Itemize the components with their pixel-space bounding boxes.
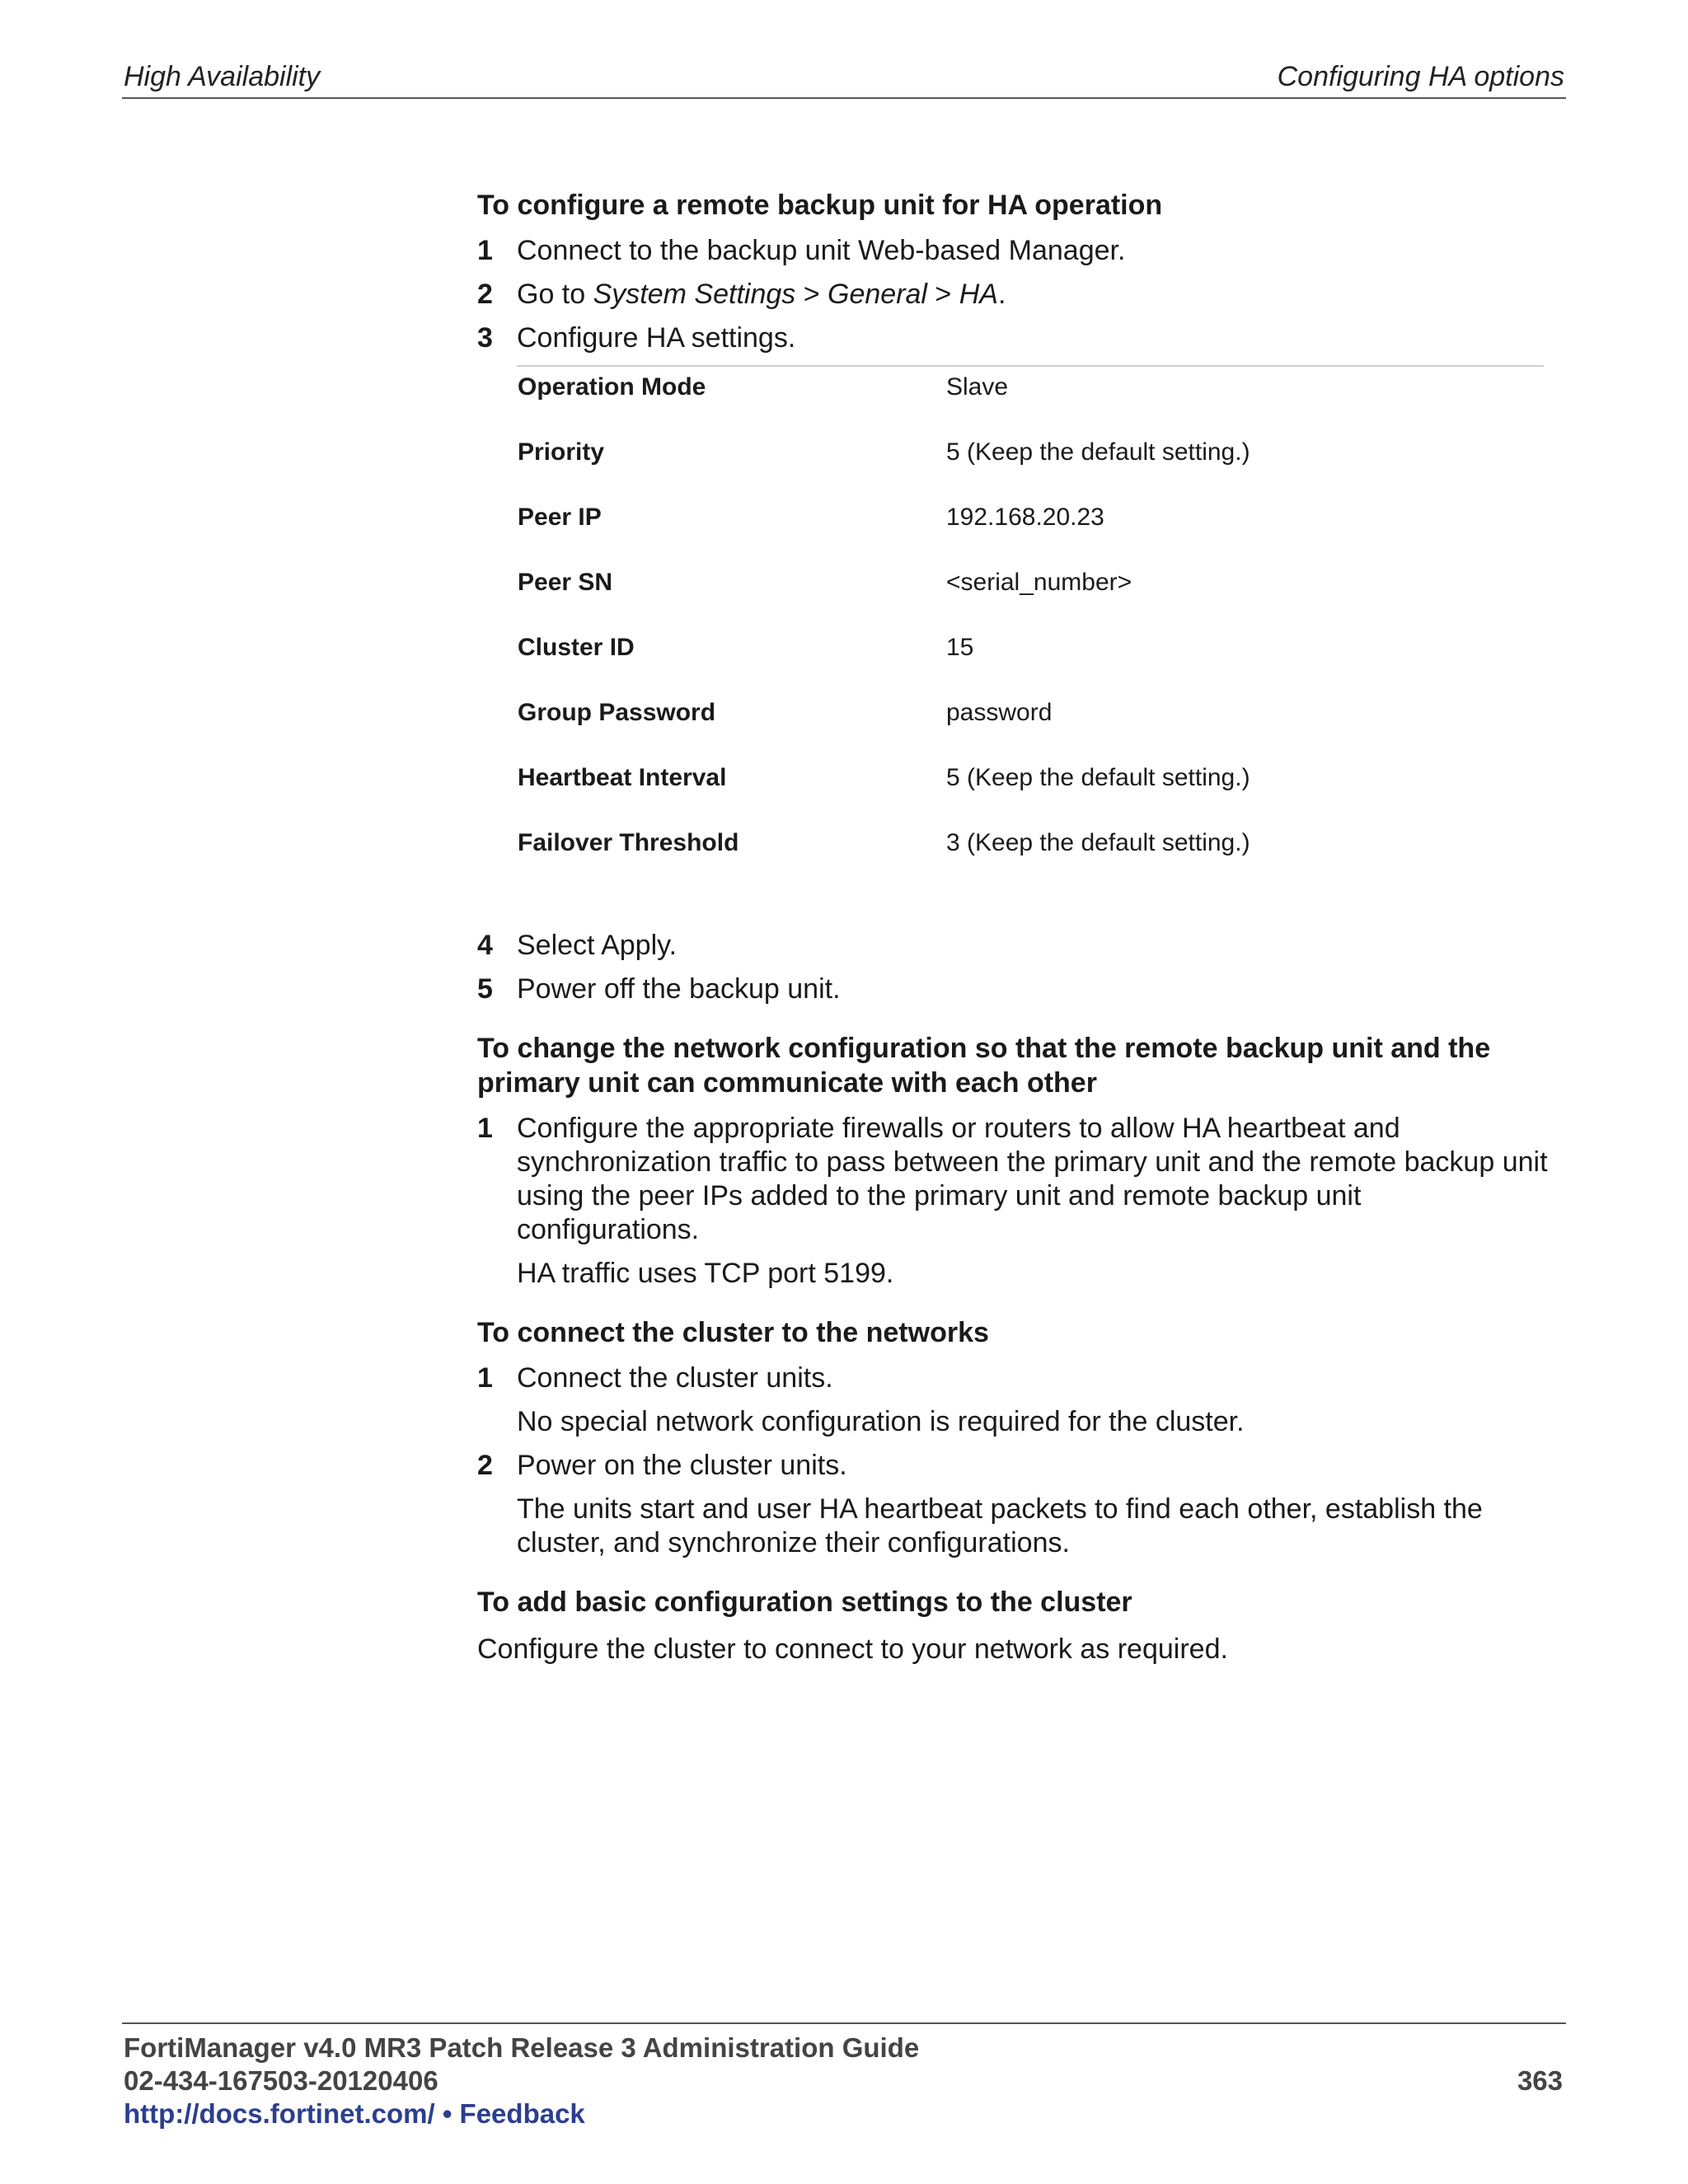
section-heading-network-config: To change the network configuration so that the remote backup unit and the primary unit can communicate with each other (477, 1033, 1491, 1099)
step-connect-units (477, 1361, 1549, 1395)
table-row (517, 692, 1544, 757)
footer-links (124, 2098, 585, 2130)
step-note: No special network configuration is required for the cluster. (517, 1406, 1245, 1437)
step-text-prefix: Go to (517, 279, 593, 310)
step-number: 2 (477, 279, 493, 310)
header-rule (122, 97, 1566, 99)
setting-name: Group Password (518, 699, 716, 726)
footer-rule (122, 2022, 1566, 2024)
link-separator: • (434, 2098, 460, 2129)
step-connect-backup (477, 234, 1549, 268)
step-text: Power on the cluster units. (517, 1450, 847, 1481)
step-number: 1 (477, 1362, 493, 1394)
footer-doc-id: 02-434-167503-20120406 (124, 2065, 438, 2096)
menu-path-ha: HA (959, 279, 998, 310)
step-text: Power off the backup unit. (517, 973, 841, 1005)
section-heading-basic-config: To add basic configuration settings to the cluster (477, 1586, 1132, 1618)
ha-settings-table (517, 365, 1544, 888)
step-configure-ha (477, 321, 1549, 355)
running-header-right: Configuring HA options (1277, 61, 1564, 92)
running-header-left: High Availability (124, 61, 321, 92)
setting-value: 5 (Keep the default setting.) (946, 438, 1250, 466)
setting-value: <serial_number> (946, 569, 1132, 596)
setting-name: Peer IP (518, 504, 602, 531)
page-number: 363 (1517, 2065, 1563, 2096)
setting-value: 5 (Keep the default setting.) (946, 764, 1250, 791)
setting-value: 192.168.20.23 (946, 504, 1104, 531)
step-select-apply (477, 929, 1549, 963)
table-row (517, 432, 1544, 497)
step-text-suffix: . (997, 279, 1006, 310)
docs-link[interactable]: http://docs.fortinet.com/ (124, 2098, 435, 2129)
table-row (517, 757, 1544, 823)
table-row (517, 823, 1544, 888)
path-separator: > (926, 279, 959, 310)
menu-path-general: General (828, 279, 927, 310)
feedback-link[interactable]: Feedback (459, 2098, 585, 2129)
step-number: 4 (477, 930, 493, 961)
step-text: Connect the cluster units. (517, 1362, 833, 1394)
table-row (517, 497, 1544, 562)
setting-value: Slave (946, 373, 1009, 401)
setting-value: 3 (Keep the default setting.) (946, 829, 1250, 856)
path-separator: > (795, 279, 828, 310)
setting-name: Cluster ID (518, 634, 635, 661)
setting-name: Priority (518, 438, 605, 466)
step-number: 1 (477, 1113, 493, 1144)
setting-value: 15 (946, 634, 974, 661)
step-text: Select Apply. (517, 930, 678, 961)
step-text: Configure the appropriate firewalls or routers to allow HA heartbeat and synchronization traffic to pass between the primary unit and the remote backup unit using the peer IPs added to the primary unit and remote backup unit configurations. (517, 1113, 1548, 1245)
setting-name: Failover Threshold (518, 829, 739, 856)
footer-guide-title: FortiManager v4.0 MR3 Patch Release 3 Administration Guide (124, 2032, 920, 2063)
step-power-on (477, 1449, 1549, 1483)
step-number: 5 (477, 973, 493, 1005)
step-number: 1 (477, 235, 493, 266)
setting-value: password (946, 699, 1053, 726)
step-text: Configure HA settings. (517, 322, 796, 354)
body-paragraph: Configure the cluster to connect to your network as required. (477, 1633, 1228, 1665)
setting-name: Operation Mode (518, 373, 706, 401)
section-heading-connect-cluster: To connect the cluster to the networks (477, 1317, 989, 1348)
table-row (517, 562, 1544, 627)
step-note: HA traffic uses TCP port 5199. (517, 1258, 894, 1289)
step-go-to-ha (477, 278, 1549, 312)
step-power-off (477, 972, 1549, 1006)
step-configure-firewalls (477, 1112, 1549, 1247)
step-note: The units start and user HA heartbeat packets to find each other, establish the cluster, and synchronize their configurations. (517, 1493, 1483, 1558)
table-row (517, 366, 1544, 432)
page-content (477, 188, 1549, 1666)
table-row (517, 627, 1544, 692)
step-text: Connect to the backup unit Web-based Manager. (517, 235, 1126, 266)
step-number: 3 (477, 322, 493, 354)
step-number: 2 (477, 1450, 493, 1481)
section-heading-remote-backup: To configure a remote backup unit for HA operation (477, 190, 1163, 221)
setting-name: Peer SN (518, 569, 613, 596)
setting-name: Heartbeat Interval (518, 764, 727, 791)
menu-path-system-settings: System Settings (593, 279, 796, 310)
